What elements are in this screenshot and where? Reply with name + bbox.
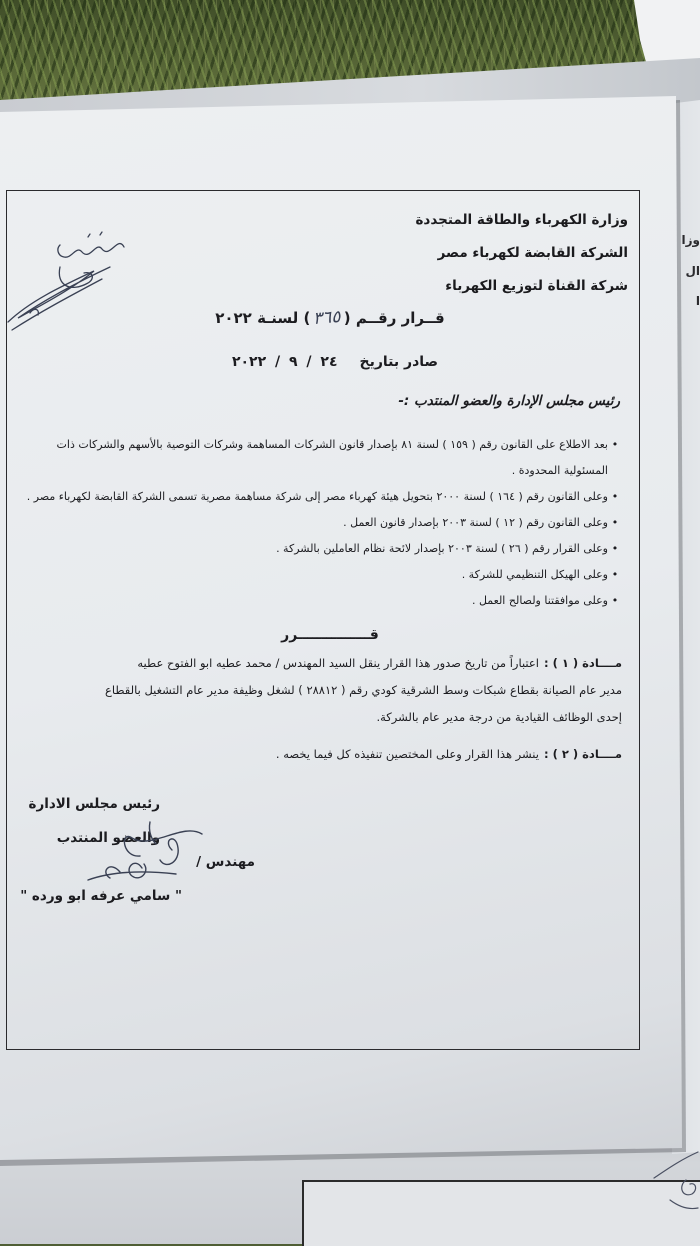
article-line: مدير عام الصيانة بقطاع شبكات وسط الشرقية كودي رقم ( ٢٨٨١٢ ) لشغل وظيفة مدير عام التشغيل بالقطاع [104, 683, 622, 697]
edge-fragment-text: ال [685, 264, 700, 278]
edge-fragment-text: وزا [681, 233, 700, 247]
bullet-icon: • [611, 516, 619, 529]
list-item [10, 588, 622, 614]
bullet-icon: • [611, 438, 619, 451]
engineer-label: مهندس / [196, 854, 255, 870]
article-text: اعتباراً من تاريخ صدور هذا القرار ينقل السيد المهندس / محمد عطيه ابو الفتوح عطيه [137, 656, 539, 670]
edge-fragment-text: ا [695, 294, 700, 308]
issue-date-label: صادر بتاريخ [359, 354, 439, 370]
list-item [10, 484, 622, 510]
article-label: مــــادة ( ٢ ) : [543, 747, 622, 761]
article-label: مــــادة ( ١ ) : [543, 656, 622, 670]
list-item [10, 562, 622, 588]
list-item [10, 432, 622, 484]
issuer-heading: رئيس مجلس الإدارة والعضو المنتدب :- [398, 393, 620, 409]
ministry-name: وزارة الكهرباء والطاقة المتجددة [415, 212, 628, 228]
signatory-title-line-2: والعضو المنتدب [56, 830, 160, 846]
bullet-icon: • [611, 542, 619, 555]
list-item-text: بعد الاطلاع على القانون رقم ( ١٥٩ ) لسنة ٨١ بإصدار قانون الشركات المساهمة وشركات التوصية بالأسهم والشركات ذات [56, 438, 608, 451]
issue-date-value: ٢٤ / ٩ / ٢٠٢٢ [231, 354, 338, 370]
holding-company-name: الشركة القابضة لكهرباء مصر [437, 245, 628, 261]
article [10, 650, 622, 731]
article-line [10, 741, 622, 768]
articles [10, 650, 622, 768]
article-line [10, 650, 622, 677]
decision-title-prefix: قــرار رقــم ( [343, 309, 445, 327]
decided-heading: قـــــــــــــــرر [281, 627, 379, 643]
company-name: شركة القناة لتوزيع الكهرباء [445, 278, 628, 294]
approval-signature [0, 215, 140, 340]
issue-date-line [210, 349, 460, 375]
bullet-icon: • [611, 594, 619, 607]
signatory-name: " سامي عرفه ابو ورده " [20, 888, 182, 904]
list-item-text: المسئولية المحدودة . [511, 464, 608, 477]
decision-number-handwritten: ٣٦٥ [312, 307, 342, 329]
article [10, 741, 622, 768]
list-item [10, 510, 622, 536]
decision-title-suffix: ) لسنـة ٢٠٢٢ [215, 309, 311, 327]
list-item-text: وعلى القرار رقم ( ٢٦ ) لسنة ٢٠٠٣ بإصدار لائحة نظام العاملين بالشركة . [276, 542, 608, 555]
list-item-text: وعلى موافقتنا ولصالح العمل . [471, 594, 608, 607]
list-item-text: وعلى القانون رقم ( ١٦٤ ) لسنة ٢٠٠٠ بتحويل هيئة كهرباء مصر إلى شركة مساهمة مصرية تسمى الشركة القابضة لكهرباء مصر . [26, 490, 608, 503]
decision-title [190, 305, 470, 331]
list-item-text: وعلى الهيكل التنظيمي للشركة . [461, 568, 608, 581]
article-text: ينشر هذا القرار وعلى المختصين تنفيذه كل فيما يخصه . [275, 747, 539, 761]
bullet-icon: • [611, 568, 619, 581]
list-item [10, 536, 622, 562]
preamble-list [10, 432, 622, 614]
bullet-icon: • [611, 490, 619, 503]
signatory-title-line-1: رئيس مجلس الادارة [28, 796, 160, 812]
handwritten-signature [80, 810, 210, 888]
letterhead [415, 204, 628, 303]
partial-signature-mark [640, 1140, 700, 1220]
list-item-text: وعلى القانون رقم ( ١٢ ) لسنة ٢٠٠٣ بإصدار قانون العمل . [343, 516, 608, 529]
article-line: إحدى الوظائف القيادية من درجة مدير عام بالشركة. [376, 710, 622, 724]
